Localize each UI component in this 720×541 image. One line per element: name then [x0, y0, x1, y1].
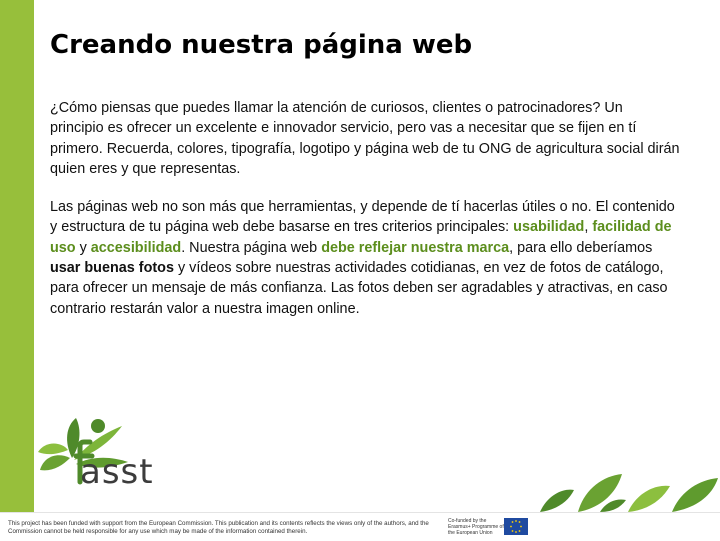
paragraph-criteria — [50, 197, 680, 319]
footer — [0, 512, 720, 541]
paragraph-criteria-end: y vídeos sobre nuestras actividades cotidianas, en vez de fotos de catálogo, para ofrecer un mensaje de más confianza. Las fotos deben ser agradables y atractivas, en caso contrario restarán valor a nuestra imagen online. — [50, 260, 668, 317]
criterion-accessibility: accesibilidad — [90, 239, 182, 256]
criterion-usability: usabilidad — [513, 219, 585, 236]
separator: y — [75, 239, 91, 256]
separator: , — [584, 219, 593, 236]
paragraph-criteria-middle: , para ello deberíamos — [509, 239, 653, 256]
eu-flag-icon — [504, 518, 528, 535]
paragraph-criteria-middle: . Nuestra página web — [181, 239, 322, 256]
paragraph-intro: ¿Cómo piensas que puedes llamar la atención de curiosos, clientes o patrocinadores? Un principio es ofrecer un excelente e innovador servicio, pero vas a necesitar que se fijen en tí primero. Recuerda, colores, tipografía, logotipo y página web de tu ONG de agricultura social dirán quien eres y que representas. — [50, 100, 680, 177]
criterion-ease-of-use: facilidad de uso — [50, 219, 672, 256]
left-accent-bar — [0, 0, 34, 512]
emphasis-photos: usar buenas fotos — [50, 260, 174, 277]
eu-cofunding-text: Co-funded by the Erasmus+ Programme of the European Union — [448, 518, 504, 536]
leaf-decoration-icon — [530, 464, 720, 512]
logo-text: asst — [80, 452, 154, 492]
emphasis-brand: debe reflejar nuestra marca — [321, 239, 510, 256]
page-title: Creando nuestra página web — [50, 30, 473, 60]
funding-disclaimer: This project has been funded with support from the European Commission. This publication and its contents reflects the views only of the authors, and the Commission cannot be held responsible for any use which may be made of the information contained therein. — [8, 520, 429, 535]
body-text — [50, 98, 680, 319]
paragraph-criteria-intro: Las páginas web no son más que herramientas, y depende de tí hacerlas útiles o no. El contenido y estructura de tu página web debe basarse en tres criterios principales: — [50, 199, 675, 236]
